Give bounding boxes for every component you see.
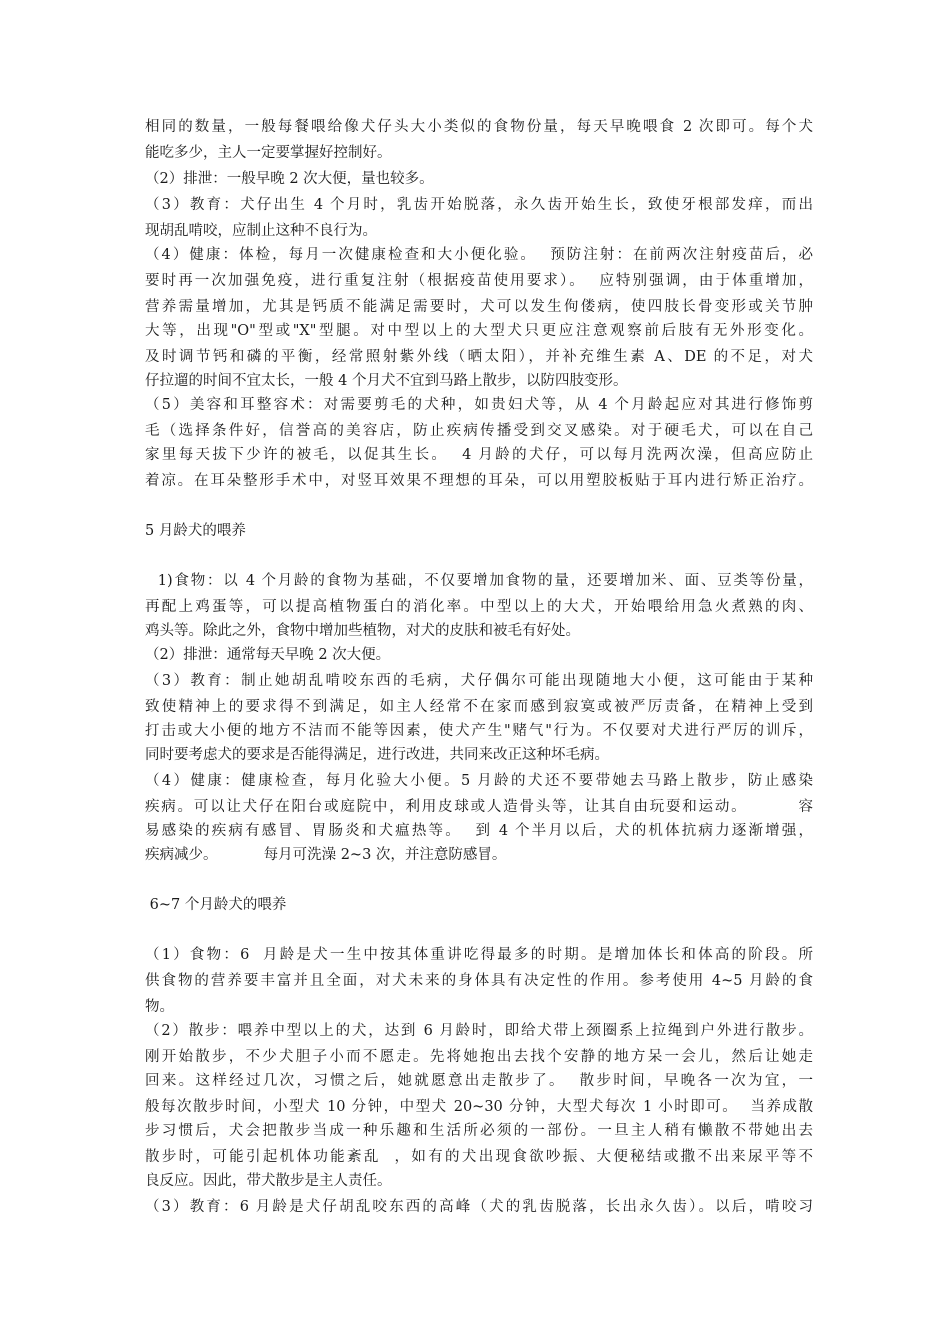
text-line: 着凉。在耳朵整形手术中，对竖耳效果不理想的耳朵，可以用塑胶板贴于耳内进行矫正治疗。 — [145, 473, 813, 489]
text-line: 能吃多少，主人一定要掌握好控制好。 — [145, 145, 392, 161]
text-line: （2）散步：喂养中型以上的犬，达到 6 月龄时，即给犬带上颈圈系上拉绳到户外进行散步。 — [145, 1023, 813, 1039]
text-line: 步习惯后，犬会把散步当成一种乐趣和生活所必须的一部份。一旦主人稍有懒散不带她出去 — [145, 1123, 813, 1139]
text-line: （3）教育：犬仔出生 4 个月时，乳齿开始脱落，永久齿开始生长，致使牙根部发痒，而出 — [145, 197, 813, 213]
text-line: 物。 — [145, 999, 174, 1015]
text-line: 仔拉遛的时间不宜太长，一般 4 个月犬不宜到马路上散步，以防四肢变形。 — [145, 373, 628, 389]
text-line: 疾病减少。 每月可洗澡 2~3 次，并注意防感冒。 — [145, 847, 507, 863]
text-line: 1)食物：以 4 个月龄的食物为基础，不仅要增加食物的量，还要增加米、面、豆类等份量， — [145, 573, 813, 589]
text-line: 回来。这样经过几次，习惯之后，她就愿意出走散步了。 散步时间，早晚各一次为宜，一 — [145, 1073, 813, 1089]
section-heading: 6~7 个月龄犬的喂养 — [145, 897, 287, 913]
text-line: 现胡乱啃咬，应制止这种不良行为。 — [145, 223, 377, 239]
text-line: 家里每天拔下少许的被毛，以促其生长。 4 月龄的犬仔，可以每月洗两次澡，但高应防止 — [145, 447, 813, 463]
text-line: 毛（选择条件好，信誉高的美容店，防止疾病传播受到交叉感染。对于硬毛犬，可以在自己 — [145, 423, 813, 439]
text-line: 及时调节钙和磷的平衡，经常照射紫外线（晒太阳），并补充维生素 A、DE 的不足，对犬 — [145, 349, 813, 365]
text-line: 供食物的营养要丰富并且全面，对犬未来的身体具有决定性的作用。参考使用 4~5 月龄的食 — [145, 973, 813, 989]
text-line: （3）教育：6 月龄是犬仔胡乱咬东西的高峰（犬的乳齿脱落，长出永久齿）。以后，啃咬习 — [145, 1199, 813, 1215]
text-line: 相同的数量，一般每餐喂给像犬仔头大小类似的食物份量，每天早晚喂食 2 次即可。每个犬 — [145, 119, 813, 135]
text-line: 营养需量增加，尤其是钙质不能满足需要时，犬可以发生佝偻病，使四肢长骨变形或关节肿 — [145, 299, 813, 315]
text-line: 刚开始散步，不少犬胆子小而不愿走。先将她抱出去找个安静的地方呆一会儿，然后让她走 — [145, 1049, 813, 1065]
text-line: （2）排泄：一般早晚 2 次大便，量也较多。 — [145, 171, 434, 187]
text-line: （5）美容和耳整容术：对需要剪毛的犬种，如贵妇犬等，从 4 个月龄起应对其进行修饰剪 — [145, 397, 813, 413]
text-line: （4）健康：体检，每月一次健康检查和大小便化验。 预防注射：在前两次注射疫苗后，必 — [145, 247, 813, 263]
section-heading: 5 月龄犬的喂养 — [145, 523, 246, 539]
text-line: 打击或大小便的地方不洁而不能等因素，使犬产生"赌气"行为。不仅要对犬进行严厉的训斥， — [145, 723, 813, 739]
text-line: （4）健康：健康检查，每月化验大小便。5 月龄的犬还不要带她去马路上散步，防止感染 — [145, 773, 813, 789]
text-line: 般每次散步时间，小型犬 10 分钟，中型犬 20~30 分钟，大型犬每次 1 小时即可。 当养成散 — [145, 1099, 813, 1115]
text-line: 鸡头等。除此之外，食物中增加些植物，对犬的皮肤和被毛有好处。 — [145, 623, 580, 639]
text-line: 易感染的疾病有感冒、胃肠炎和犬瘟热等。 到 4 个半月以后，犬的机体抗病力逐渐增强， — [145, 823, 813, 839]
text-line: 致使精神上的要求得不到满足，如主人经常不在家而感到寂寞或被严厉责备，在精神上受到 — [145, 699, 813, 715]
text-line: （1）食物：6 月龄是犬一生中按其体重讲吃得最多的时期。是增加体长和体高的阶段。所 — [145, 947, 813, 963]
text-line: 散步时，可能引起机体功能紊乱 ，如有的犬出现食欲吵振、大便秘结或撒不出来尿平等不 — [145, 1149, 813, 1165]
text-line: 良反应。因此，带犬散步是主人责任。 — [145, 1173, 392, 1189]
text-line: 要时再一次加强免疫，进行重复注射（根据疫苗使用要求）。 应特别强调，由于体重增加， — [145, 273, 813, 289]
text-line: 再配上鸡蛋等，可以提高植物蛋白的消化率。中型以上的大犬，开始喂给用急火煮熟的肉、 — [145, 599, 813, 615]
text-line: 大等，出现"O"型或"X"型腿。对中型以上的大型犬只更应注意观察前后肢有无外形变化。 — [145, 323, 813, 339]
text-line: （2）排泄：通常每天早晚 2 次大便。 — [145, 647, 391, 663]
text-line: （3）教育：制止她胡乱啃咬东西的毛病，犬仔偶尔可能出现随地大小便，这可能由于某种 — [145, 673, 813, 689]
text-line: 同时要考虑犬的要求是否能得满足，进行改进，共同来改正这种坏毛病。 — [145, 747, 609, 763]
text-line: 疾病。可以让犬仔在阳台或庭院中，利用皮球或人造骨头等，让其自由玩耍和运动。 容 — [145, 799, 813, 815]
